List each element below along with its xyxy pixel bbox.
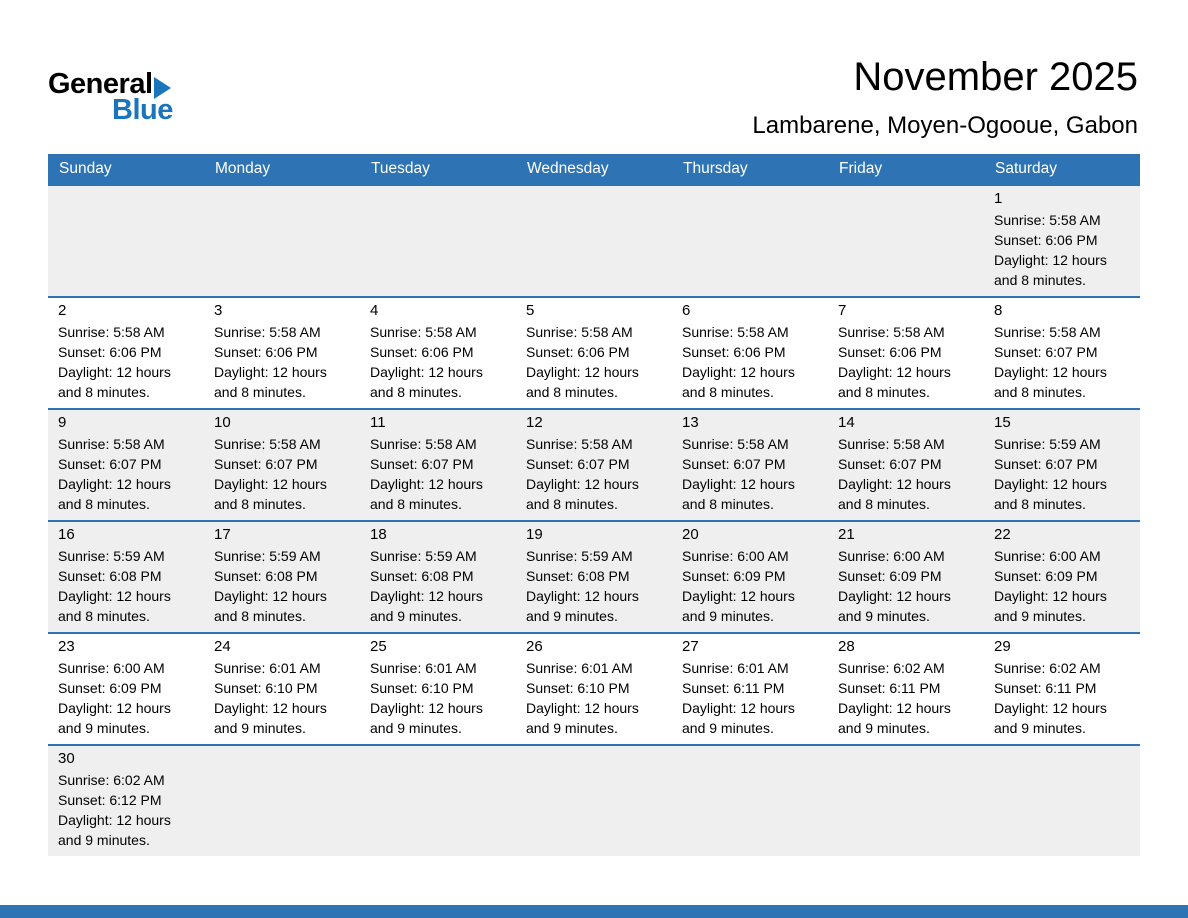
empty-day-cell bbox=[516, 746, 672, 856]
day-cell bbox=[48, 298, 204, 408]
day-number: 7 bbox=[838, 302, 847, 319]
daylight-line: Daylight: 12 hours and 8 minutes. bbox=[838, 364, 951, 400]
sunset-line: Sunset: 6:11 PM bbox=[682, 680, 785, 696]
day-cell bbox=[204, 410, 360, 520]
page-header bbox=[0, 0, 1188, 140]
empty-day-cell bbox=[516, 186, 672, 296]
sunset-line: Sunset: 6:06 PM bbox=[58, 344, 162, 360]
day-cell bbox=[48, 410, 204, 520]
daylight-line: Daylight: 12 hours and 9 minutes. bbox=[682, 700, 795, 736]
day-cell bbox=[828, 634, 984, 744]
day-number: 28 bbox=[838, 638, 855, 655]
sunset-line: Sunset: 6:07 PM bbox=[682, 456, 786, 472]
sunset-line: Sunset: 6:10 PM bbox=[214, 680, 318, 696]
footer-bar bbox=[0, 905, 1188, 918]
day-number: 27 bbox=[682, 638, 699, 655]
general-blue-logo bbox=[48, 70, 173, 125]
sunrise-line: Sunrise: 6:01 AM bbox=[682, 660, 789, 676]
empty-day-cell bbox=[360, 746, 516, 856]
sunset-line: Sunset: 6:10 PM bbox=[526, 680, 630, 696]
day-cell bbox=[360, 410, 516, 520]
sunrise-line: Sunrise: 5:58 AM bbox=[682, 324, 789, 340]
week-row bbox=[48, 744, 1140, 856]
day-number: 19 bbox=[526, 526, 543, 543]
daylight-line: Daylight: 12 hours and 8 minutes. bbox=[370, 476, 483, 512]
weekday-header-row bbox=[48, 154, 1140, 186]
day-number: 20 bbox=[682, 526, 699, 543]
day-number: 11 bbox=[370, 414, 386, 431]
sunset-line: Sunset: 6:11 PM bbox=[994, 680, 1097, 696]
day-number: 3 bbox=[214, 302, 223, 319]
day-cell bbox=[48, 746, 204, 856]
weekday-header-thursday: Thursday bbox=[683, 160, 748, 177]
logo-text-general: General bbox=[48, 68, 153, 100]
day-number: 10 bbox=[214, 414, 231, 431]
day-number: 6 bbox=[682, 302, 691, 319]
daylight-line: Daylight: 12 hours and 9 minutes. bbox=[58, 812, 171, 848]
sunrise-line: Sunrise: 5:58 AM bbox=[370, 324, 477, 340]
day-number: 30 bbox=[58, 750, 75, 767]
sunrise-line: Sunrise: 5:59 AM bbox=[214, 548, 321, 564]
day-number: 1 bbox=[994, 190, 1003, 207]
empty-day-cell bbox=[360, 186, 516, 296]
daylight-line: Daylight: 12 hours and 9 minutes. bbox=[526, 588, 639, 624]
sunrise-line: Sunrise: 5:59 AM bbox=[526, 548, 633, 564]
day-number: 24 bbox=[214, 638, 231, 655]
day-number: 22 bbox=[994, 526, 1011, 543]
weekday-header-wednesday: Wednesday bbox=[527, 160, 609, 177]
day-cell bbox=[984, 634, 1140, 744]
page-subtitle: Lambarene, Moyen-Ogooue, Gabon bbox=[752, 112, 1138, 139]
daylight-line: Daylight: 12 hours and 9 minutes. bbox=[58, 700, 171, 736]
sunset-line: Sunset: 6:06 PM bbox=[838, 344, 942, 360]
day-cell bbox=[48, 634, 204, 744]
calendar bbox=[48, 154, 1140, 856]
daylight-line: Daylight: 12 hours and 9 minutes. bbox=[838, 700, 951, 736]
sunset-line: Sunset: 6:08 PM bbox=[526, 568, 630, 584]
daylight-line: Daylight: 12 hours and 8 minutes. bbox=[214, 476, 327, 512]
daylight-line: Daylight: 12 hours and 8 minutes. bbox=[682, 364, 795, 400]
day-number: 25 bbox=[370, 638, 387, 655]
day-cell bbox=[672, 410, 828, 520]
empty-day-cell bbox=[828, 186, 984, 296]
day-number: 17 bbox=[214, 526, 231, 543]
sunrise-line: Sunrise: 5:59 AM bbox=[370, 548, 477, 564]
title-block bbox=[752, 52, 1138, 140]
week-row bbox=[48, 186, 1140, 296]
sunrise-line: Sunrise: 5:58 AM bbox=[58, 436, 165, 452]
daylight-line: Daylight: 12 hours and 9 minutes. bbox=[994, 700, 1107, 736]
sunset-line: Sunset: 6:09 PM bbox=[682, 568, 786, 584]
weekday-header-sunday: Sunday bbox=[59, 160, 112, 177]
week-row bbox=[48, 520, 1140, 632]
day-cell bbox=[516, 410, 672, 520]
day-cell bbox=[204, 634, 360, 744]
sunset-line: Sunset: 6:07 PM bbox=[994, 456, 1098, 472]
day-cell bbox=[516, 298, 672, 408]
sunrise-line: Sunrise: 5:58 AM bbox=[370, 436, 477, 452]
daylight-line: Daylight: 12 hours and 9 minutes. bbox=[838, 588, 951, 624]
empty-day-cell bbox=[984, 746, 1140, 856]
day-cell bbox=[672, 522, 828, 632]
day-cell bbox=[828, 410, 984, 520]
day-cell bbox=[828, 298, 984, 408]
empty-day-cell bbox=[204, 186, 360, 296]
day-number: 8 bbox=[994, 302, 1003, 319]
daylight-line: Daylight: 12 hours and 8 minutes. bbox=[58, 476, 171, 512]
daylight-line: Daylight: 12 hours and 9 minutes. bbox=[370, 588, 483, 624]
sunrise-line: Sunrise: 5:58 AM bbox=[994, 212, 1101, 228]
sunset-line: Sunset: 6:07 PM bbox=[58, 456, 162, 472]
sunrise-line: Sunrise: 5:58 AM bbox=[58, 324, 165, 340]
empty-day-cell bbox=[672, 186, 828, 296]
sunset-line: Sunset: 6:07 PM bbox=[526, 456, 630, 472]
day-number: 18 bbox=[370, 526, 387, 543]
sunrise-line: Sunrise: 6:01 AM bbox=[214, 660, 321, 676]
weekday-header-saturday: Saturday bbox=[995, 160, 1058, 177]
daylight-line: Daylight: 12 hours and 8 minutes. bbox=[58, 588, 171, 624]
sunset-line: Sunset: 6:12 PM bbox=[58, 792, 162, 808]
daylight-line: Daylight: 12 hours and 8 minutes. bbox=[838, 476, 951, 512]
sunrise-line: Sunrise: 6:01 AM bbox=[370, 660, 477, 676]
day-cell bbox=[360, 298, 516, 408]
sunset-line: Sunset: 6:09 PM bbox=[838, 568, 942, 584]
empty-day-cell bbox=[204, 746, 360, 856]
sunset-line: Sunset: 6:07 PM bbox=[370, 456, 474, 472]
sunrise-line: Sunrise: 5:59 AM bbox=[994, 436, 1101, 452]
day-number: 16 bbox=[58, 526, 75, 543]
sunset-line: Sunset: 6:11 PM bbox=[838, 680, 941, 696]
sunset-line: Sunset: 6:09 PM bbox=[58, 680, 162, 696]
day-cell bbox=[672, 634, 828, 744]
sunrise-line: Sunrise: 6:02 AM bbox=[994, 660, 1101, 676]
sunrise-line: Sunrise: 5:58 AM bbox=[526, 324, 633, 340]
daylight-line: Daylight: 12 hours and 9 minutes. bbox=[994, 588, 1107, 624]
sunrise-line: Sunrise: 5:58 AM bbox=[838, 436, 945, 452]
daylight-line: Daylight: 12 hours and 8 minutes. bbox=[994, 252, 1107, 288]
daylight-line: Daylight: 12 hours and 8 minutes. bbox=[682, 476, 795, 512]
sunset-line: Sunset: 6:06 PM bbox=[214, 344, 318, 360]
day-cell bbox=[204, 298, 360, 408]
day-number: 5 bbox=[526, 302, 535, 319]
daylight-line: Daylight: 12 hours and 9 minutes. bbox=[526, 700, 639, 736]
day-number: 14 bbox=[838, 414, 855, 431]
sunset-line: Sunset: 6:09 PM bbox=[994, 568, 1098, 584]
day-number: 21 bbox=[838, 526, 855, 543]
empty-day-cell bbox=[48, 186, 204, 296]
sunset-line: Sunset: 6:07 PM bbox=[838, 456, 942, 472]
day-cell bbox=[360, 522, 516, 632]
day-cell bbox=[984, 186, 1140, 296]
daylight-line: Daylight: 12 hours and 8 minutes. bbox=[214, 364, 327, 400]
day-cell bbox=[516, 522, 672, 632]
sunset-line: Sunset: 6:07 PM bbox=[994, 344, 1098, 360]
day-cell bbox=[984, 298, 1140, 408]
day-number: 4 bbox=[370, 302, 379, 319]
sunrise-line: Sunrise: 5:58 AM bbox=[214, 324, 321, 340]
sunset-line: Sunset: 6:06 PM bbox=[526, 344, 630, 360]
day-cell bbox=[984, 410, 1140, 520]
sunrise-line: Sunrise: 5:58 AM bbox=[838, 324, 945, 340]
sunrise-line: Sunrise: 5:58 AM bbox=[214, 436, 321, 452]
week-row bbox=[48, 408, 1140, 520]
weekday-header-friday: Friday bbox=[839, 160, 883, 177]
sunset-line: Sunset: 6:10 PM bbox=[370, 680, 474, 696]
daylight-line: Daylight: 12 hours and 8 minutes. bbox=[994, 476, 1107, 512]
day-number: 13 bbox=[682, 414, 699, 431]
day-number: 9 bbox=[58, 414, 67, 431]
sunrise-line: Sunrise: 5:58 AM bbox=[682, 436, 789, 452]
day-number: 15 bbox=[994, 414, 1011, 431]
calendar-grid bbox=[48, 186, 1140, 856]
day-number: 23 bbox=[58, 638, 75, 655]
sunrise-line: Sunrise: 6:01 AM bbox=[526, 660, 633, 676]
sunrise-line: Sunrise: 5:59 AM bbox=[58, 548, 165, 564]
daylight-line: Daylight: 12 hours and 8 minutes. bbox=[214, 588, 327, 624]
day-cell bbox=[984, 522, 1140, 632]
week-row bbox=[48, 632, 1140, 744]
day-number: 2 bbox=[58, 302, 67, 319]
sunrise-line: Sunrise: 6:00 AM bbox=[838, 548, 945, 564]
day-number: 29 bbox=[994, 638, 1011, 655]
logo-text-blue: Blue bbox=[112, 94, 173, 126]
day-cell bbox=[516, 634, 672, 744]
empty-day-cell bbox=[828, 746, 984, 856]
daylight-line: Daylight: 12 hours and 9 minutes. bbox=[214, 700, 327, 736]
empty-day-cell bbox=[672, 746, 828, 856]
day-cell bbox=[828, 522, 984, 632]
day-cell bbox=[48, 522, 204, 632]
sunset-line: Sunset: 6:06 PM bbox=[994, 232, 1098, 248]
sunset-line: Sunset: 6:06 PM bbox=[370, 344, 474, 360]
day-number: 26 bbox=[526, 638, 543, 655]
sunrise-line: Sunrise: 6:00 AM bbox=[994, 548, 1101, 564]
day-cell bbox=[672, 298, 828, 408]
page-title: November 2025 bbox=[853, 55, 1138, 99]
day-cell bbox=[360, 634, 516, 744]
day-cell bbox=[204, 522, 360, 632]
daylight-line: Daylight: 12 hours and 8 minutes. bbox=[58, 364, 171, 400]
sunset-line: Sunset: 6:06 PM bbox=[682, 344, 786, 360]
sunset-line: Sunset: 6:07 PM bbox=[214, 456, 318, 472]
daylight-line: Daylight: 12 hours and 8 minutes. bbox=[370, 364, 483, 400]
sunrise-line: Sunrise: 5:58 AM bbox=[994, 324, 1101, 340]
sunset-line: Sunset: 6:08 PM bbox=[58, 568, 162, 584]
week-row bbox=[48, 296, 1140, 408]
daylight-line: Daylight: 12 hours and 8 minutes. bbox=[526, 364, 639, 400]
weekday-header-tuesday: Tuesday bbox=[371, 160, 430, 177]
daylight-line: Daylight: 12 hours and 9 minutes. bbox=[682, 588, 795, 624]
sunset-line: Sunset: 6:08 PM bbox=[214, 568, 318, 584]
sunrise-line: Sunrise: 6:00 AM bbox=[58, 660, 165, 676]
day-number: 12 bbox=[526, 414, 543, 431]
weekday-header-monday: Monday bbox=[215, 160, 271, 177]
daylight-line: Daylight: 12 hours and 9 minutes. bbox=[370, 700, 483, 736]
sunrise-line: Sunrise: 5:58 AM bbox=[526, 436, 633, 452]
daylight-line: Daylight: 12 hours and 8 minutes. bbox=[526, 476, 639, 512]
sunset-line: Sunset: 6:08 PM bbox=[370, 568, 474, 584]
sunrise-line: Sunrise: 6:02 AM bbox=[58, 772, 165, 788]
sunrise-line: Sunrise: 6:02 AM bbox=[838, 660, 945, 676]
sunrise-line: Sunrise: 6:00 AM bbox=[682, 548, 789, 564]
daylight-line: Daylight: 12 hours and 8 minutes. bbox=[994, 364, 1107, 400]
